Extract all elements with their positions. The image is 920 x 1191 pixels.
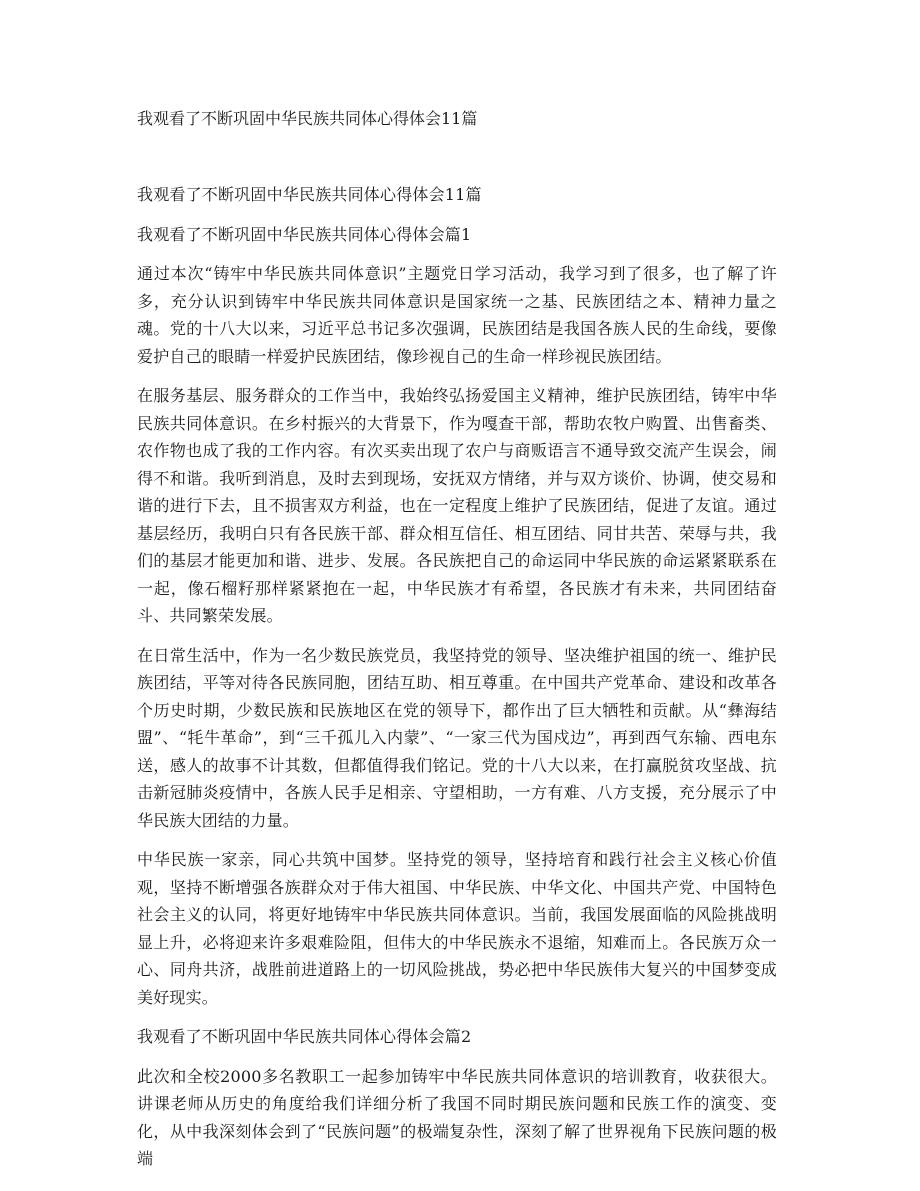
paragraph-2-1: 此次和全校2000多名教职工一起参加铸牢中华民族共同体意识的培训教育，收获很大。讲课老师从历史的角度给我们详细分析了我国不同时期民族问题和民族工作的演变、变化，从中我深刻体会到了“民族问题”的极端复杂性，深刻了解了世界视角下民族问题的极端 <box>137 1066 777 1168</box>
paragraph-1-2: 在服务基层、服务群众的工作当中，我始终弘扬爱国主义精神，维护民族团结，铸牢中华民族共同体意识。在乡村振兴的大背景下，作为嘎查干部，帮助农牧户购置、出售畜类、农作物也成了我的工作内容。有次买卖出现了农户与商贩语言不通导致交流产生误会，闹得不和谐。我听到消息，及时去到现场，安抚双方情绪，并与双方谈价、协调，使交易和谐的进行下去，且不损害双方利益，也在一定程度上维护了民族团结，促进了友谊。通过基层经历，我明白只有各民族干部、群众相互信任、相互团结、同甘共苦、荣辱与共，我们的基层才能更加和谐、进步、发展。各民族把自己的命运同中华民族的命运紧紧联系在一起，像石榴籽那样紧紧抱在一起，中华民族才有希望，各民族才有未来，共同团结奋斗、共同繁荣发展。 <box>137 386 777 625</box>
section-heading-1: 我观看了不断巩固中华民族共同体心得体会篇1 <box>137 224 472 244</box>
document-subtitle: 我观看了不断巩固中华民族共同体心得体会11篇 <box>137 185 482 204</box>
document-title: 我观看了不断巩固中华民族共同体心得体会11篇 <box>137 109 478 128</box>
document-body <box>137 181 777 1185</box>
paragraph-1-4: 中华民族一家亲，同心共筑中国梦。坚持党的领导，坚持培育和践行社会主义核心价值观，坚持不断增强各族群众对于伟大祖国、中华民族、中华文化、中国共产党、中国特色社会主义的认同，将更好地铸牢中华民族共同体意识。当前，我国发展面临的风险挑战明显上升，必将迎来许多艰难险阻，但伟大的中华民族永不退缩，知难而上。各民族万众一心、同舟共济，战胜前进道路上的一切风险挑战，势必把中华民族伟大复兴的中国梦变成美好现实。 <box>137 850 777 1007</box>
paragraph-1-1: 通过本次“铸牢中华民族共同体意识”主题党日学习活动，我学习到了很多，也了解了许多，充分认识到铸牢中华民族共同体意识是国家统一之基、民族团结之本、精神力量之魂。党的十八大以来，习近平总书记多次强调，民族团结是我国各族人民的生命线，要像爱护自己的眼睛一样爱护民族团结，像珍视自己的生命一样珍视民族团结。 <box>137 264 777 366</box>
section-heading-2: 我观看了不断巩固中华民族共同体心得体会篇2 <box>137 1027 472 1046</box>
paragraph-1-3: 在日常生活中，作为一名少数民族党员，我坚持党的领导、坚决维护祖国的统一、维护民族团结，平等对待各民族同胞，团结互助、相互尊重。在中国共产党革命、建设和改革各个历史时期，少数民族和民族地区在党的领导下，都作出了巨大牺牲和贡献。从“彝海结盟”、“牦牛革命”，到“三千孤儿入内蒙”、“一家三代为国戍边”，再到西气东输、西电东送，感人的故事不计其数，但都值得我们铭记。党的十八大以来，在打赢脱贫攻坚战、抗击新冠肺炎疫情中，各族人民手足相亲、守望相助，一方有难、八方支援，充分展示了中华民族大团结的力量。 <box>137 645 777 830</box>
